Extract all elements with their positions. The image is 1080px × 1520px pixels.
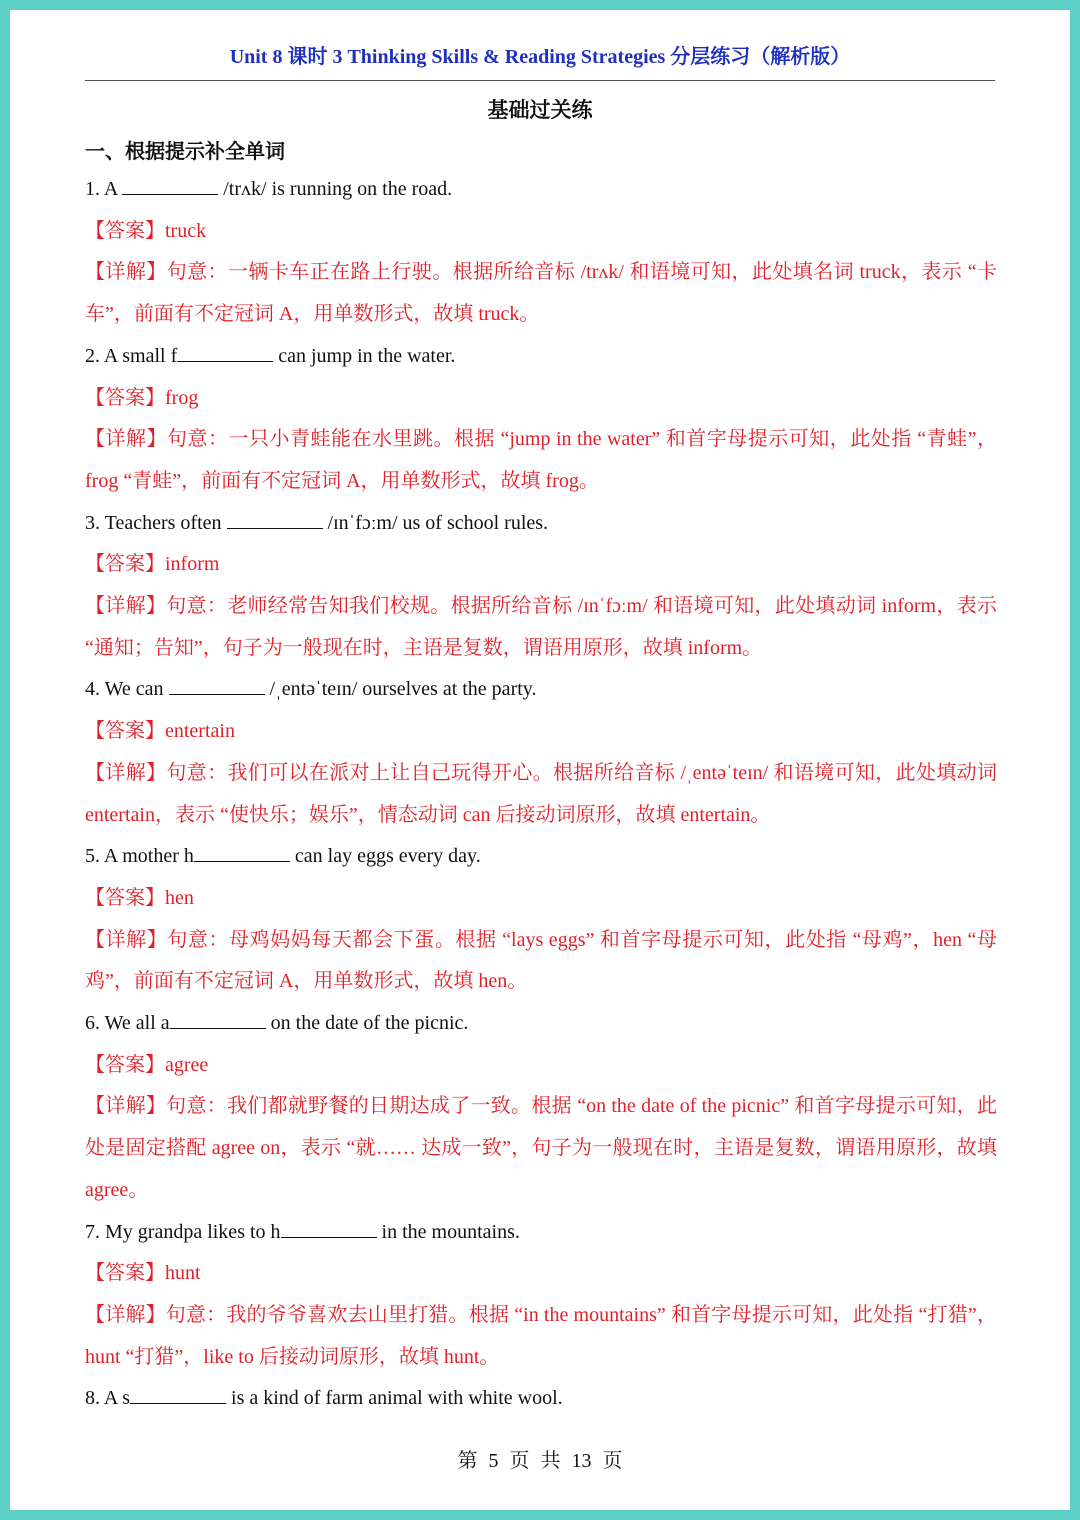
question-text-after: can jump in the water.	[273, 344, 456, 367]
question-text-before: 3. Teachers often	[85, 511, 227, 534]
answer-blank	[194, 843, 290, 862]
explanation-tag: 【详解】	[85, 928, 168, 951]
answer-tag: 【答案】	[85, 1262, 165, 1285]
answer-tag: 【答案】	[85, 720, 165, 743]
question	[85, 1212, 997, 1254]
answer-line	[85, 1253, 997, 1295]
question-text-after: is a kind of farm animal with white wool.	[226, 1387, 563, 1410]
question	[85, 503, 997, 545]
page-number: 第 5 页 共 13 页	[457, 1450, 623, 1472]
question-text-after: in the mountains.	[376, 1220, 520, 1243]
answer-line	[85, 544, 997, 586]
explanation	[85, 252, 997, 335]
explanation-text: 句意：一辆卡车正在路上行驶。根据所给音标 /trʌk/ 和语境可知，此处填名词 truck，表示 “卡车”，前面有不定冠词 A，用单数形式，故填 truck。	[85, 261, 997, 326]
question-last	[85, 1378, 997, 1420]
explanation-text: 句意：老师经常告知我们校规。根据所给音标 /ɪnˈfɔːm/ 和语境可知，此处填动词 inform，表示 “通知；告知”，句子为一般现在时，主语是复数，谓语用原形，故填 inform。	[85, 595, 997, 659]
question-text-after: can lay eggs every day.	[289, 845, 481, 868]
explanation-tag: 【详解】	[85, 428, 167, 451]
answer-text: entertain	[165, 720, 235, 743]
document-header: Unit 8 课时 3 Thinking Skills & Reading Strategies 分层练习（解析版）	[229, 46, 851, 68]
answer-text: hen	[165, 886, 194, 909]
answer-blank	[169, 676, 265, 695]
exercise-items	[85, 169, 997, 1378]
question	[85, 669, 997, 711]
explanation-tag: 【详解】	[85, 1095, 167, 1118]
answer-text: agree	[165, 1053, 209, 1076]
question-text-before: 5. A mother h	[85, 845, 194, 868]
question-text-after: /ɪnˈfɔːm/ us of school rules.	[322, 511, 549, 534]
explanation-tag: 【详解】	[85, 1303, 166, 1326]
answer-text: inform	[165, 553, 220, 576]
answer-line	[85, 1045, 997, 1087]
question	[85, 1003, 997, 1045]
section-title: 基础过关练	[487, 98, 593, 122]
answer-text: truck	[165, 219, 207, 242]
explanation-text: 句意：母鸡妈妈每天都会下蛋。根据 “lays eggs” 和首字母提示可知，此处指 “母鸡”，hen “母鸡”，前面有不定冠词 A，用单数形式，故填 hen。	[85, 928, 997, 993]
exercise-list	[85, 169, 997, 1420]
question-text-before: 1. A	[85, 178, 123, 200]
header-divider	[85, 80, 995, 81]
question-text-after: /trʌk/ is running on the road.	[218, 178, 453, 200]
answer-blank	[177, 343, 273, 362]
question-text-after: /ˌentəˈteɪn/ ourselves at the party.	[264, 678, 537, 701]
question-text-before: 8. A s	[85, 1387, 131, 1410]
question	[85, 336, 997, 378]
explanation-text: 句意：我的爷爷喜欢去山里打猎。根据 “in the mountains” 和首字母提示可知，此处指 “打猎”，hunt “打猎”，like to 后接动词原形，故填 hunt。	[85, 1303, 998, 1368]
question	[85, 169, 997, 211]
explanation-tag: 【详解】	[85, 261, 167, 284]
answer-tag: 【答案】	[85, 1053, 165, 1076]
answer-blank	[130, 1385, 226, 1404]
part-title: 一、根据提示补全单词	[85, 139, 285, 163]
answer-text: hunt	[165, 1262, 201, 1285]
question	[85, 836, 997, 878]
explanation-tag: 【详解】	[85, 761, 167, 784]
explanation	[85, 1295, 997, 1378]
answer-blank	[281, 1219, 377, 1238]
answer-tag: 【答案】	[85, 553, 165, 576]
answer-blank	[170, 1010, 266, 1029]
answer-line	[85, 211, 997, 253]
explanation-text: 句意：我们可以在派对上让自己玩得开心。根据所给音标 /ˌentəˈteɪn/ 和语境可知，此处填动词 entertain，表示 “使快乐；娱乐”，情态动词 can 后接动词原形，故填 entertain。	[85, 761, 998, 826]
answer-blank	[122, 176, 218, 195]
question-text-before: 7. My grandpa likes to h	[85, 1220, 281, 1243]
explanation-tag: 【详解】	[85, 595, 167, 618]
answer-line	[85, 711, 997, 753]
explanation	[85, 1086, 997, 1211]
question-text-before: 2. A small f	[85, 344, 178, 367]
answer-tag: 【答案】	[85, 886, 165, 909]
document-page	[10, 10, 1070, 1510]
answer-tag: 【答案】	[85, 219, 165, 242]
explanation	[85, 586, 997, 669]
question-text-after: on the date of the picnic.	[265, 1012, 469, 1035]
answer-text: frog	[165, 386, 199, 409]
question-text-before: 6. We all a	[85, 1012, 170, 1035]
explanation	[85, 920, 997, 1003]
explanation	[85, 419, 997, 502]
explanation-text: 句意：一只小青蛙能在水里跳。根据 “jump in the water” 和首字母提示可知，此处指 “青蛙”，frog “青蛙”，前面有不定冠词 A，用单数形式，故填 frog。	[85, 428, 997, 492]
explanation	[85, 753, 997, 836]
answer-line	[85, 378, 997, 420]
explanation-text: 句意：我们都就野餐的日期达成了一致。根据 “on the date of the picnic” 和首字母提示可知，此处是固定搭配 agree on，表示 “就…… 达成一致”，句子为一般现在时，主语是复数，谓语用原形，故填 agree。	[85, 1095, 997, 1201]
answer-tag: 【答案】	[85, 386, 165, 409]
answer-blank	[227, 510, 323, 529]
question-text-before: 4. We can	[85, 678, 169, 701]
answer-line	[85, 878, 997, 920]
